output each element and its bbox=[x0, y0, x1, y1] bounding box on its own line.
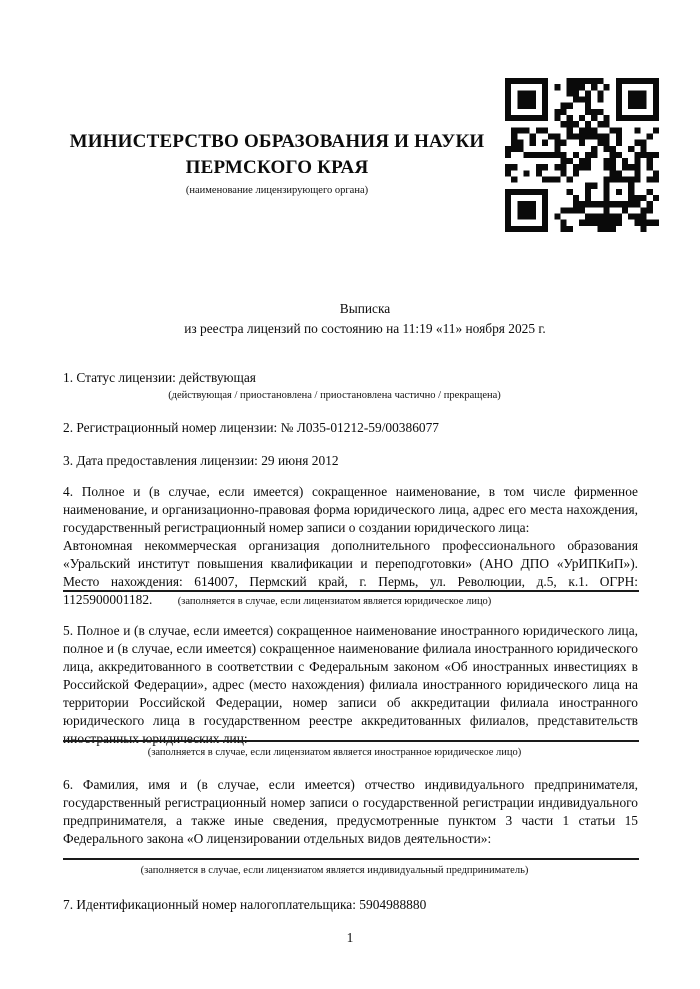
section-6-caption: (заполняется в случае, если лицензиатом является индивидуальный предприниматель) bbox=[140, 865, 529, 876]
section-5-caption: (заполняется в случае, если лицензиатом является иностранное юридическое лицо) bbox=[147, 747, 522, 758]
page-number: 1 bbox=[346, 930, 354, 945]
section-5-foreign-entity: 5. Полное и (в случае, если имеется) сокращенное наименование иностранного юридического лица, полное и (в случае, если имеется) сокращенное наименование филиала иностранного юридического лица, аккредитованного в соответствии с Федеральным законом «Об иностранных инвестициях в Российской Федерации», адрес (место нахождения) филиала иностранного юридического лица на территории Российской Федерации, номер записи об аккредитации филиала иностранного юридического лица в государственном реестре аккредитованных филиалов, представительств иностранных юридических лиц: bbox=[63, 623, 638, 746]
section-7-taxpayer-id: 7. Идентификационный номер налогоплательщика: 5904988880 bbox=[63, 897, 427, 912]
section-4-label: 4. Полное и (в случае, если имеется) сокращенное наименование, в том числе фирменное наименование, и организационно-правовая форма юридического лица, адрес его места нахождения, государственный регистрационный номер записи о создании юридического лица: bbox=[63, 484, 638, 535]
section-3-license-date: 3. Дата предоставления лицензии: 29 июня 2012 bbox=[63, 453, 339, 468]
section-6-fill-rule bbox=[63, 858, 639, 860]
section-6-individual-entrepreneur: 6. Фамилия, имя и (в случае, если имеется) отчество индивидуального предпринимателя, государственный регистрационный номер записи о государственной регистрации индивидуального предпринимателя, а также иные сведения, предусмотренные пунктом 3 части 1 статьи 15 Федерального закона «О лицензировании отдельных видов деятельности»: bbox=[63, 777, 638, 846]
section-5-fill-rule bbox=[63, 740, 639, 742]
section-1-caption: (действующая / приостановлена / приостановлена частично / прекращена) bbox=[168, 390, 501, 401]
section-2-registration-number: 2. Регистрационный номер лицензии: № Л035-01212-59/00386077 bbox=[63, 420, 439, 435]
ministry-title-line2: ПЕРМСКОГО КРАЯ bbox=[185, 157, 369, 178]
licensing-authority-caption: (наименование лицензирующего органа) bbox=[185, 185, 369, 196]
section-4-caption: (заполняется в случае, если лицензиатом является юридическое лицо) bbox=[177, 596, 492, 607]
section-4-fill-rule bbox=[63, 590, 639, 592]
section-4-value: Автономная некоммерческая организация дополнительного профессионального образования «Уральский институт повышения квалификации и переподготовки» (АНО ДПО «УрИПКиП»). Место нахождения: 614007, Пермский край, г. Пермь, ул. Революции, д.5, к.1. ОГРН: 1125900001182. bbox=[63, 538, 638, 607]
extract-heading bbox=[75, 299, 655, 339]
extract-subtitle: из реестра лицензий по состоянию на 11:19 «11» ноября 2025 г. bbox=[184, 321, 546, 336]
section-1-license-status: 1. Статус лицензии: действующая bbox=[63, 370, 256, 385]
licensing-authority-header bbox=[38, 129, 516, 197]
qr-code-icon bbox=[505, 76, 659, 234]
extract-title: Выписка bbox=[339, 301, 391, 316]
ministry-title-line1: МИНИСТЕРСТВО ОБРАЗОВАНИЯ И НАУКИ bbox=[69, 131, 485, 152]
